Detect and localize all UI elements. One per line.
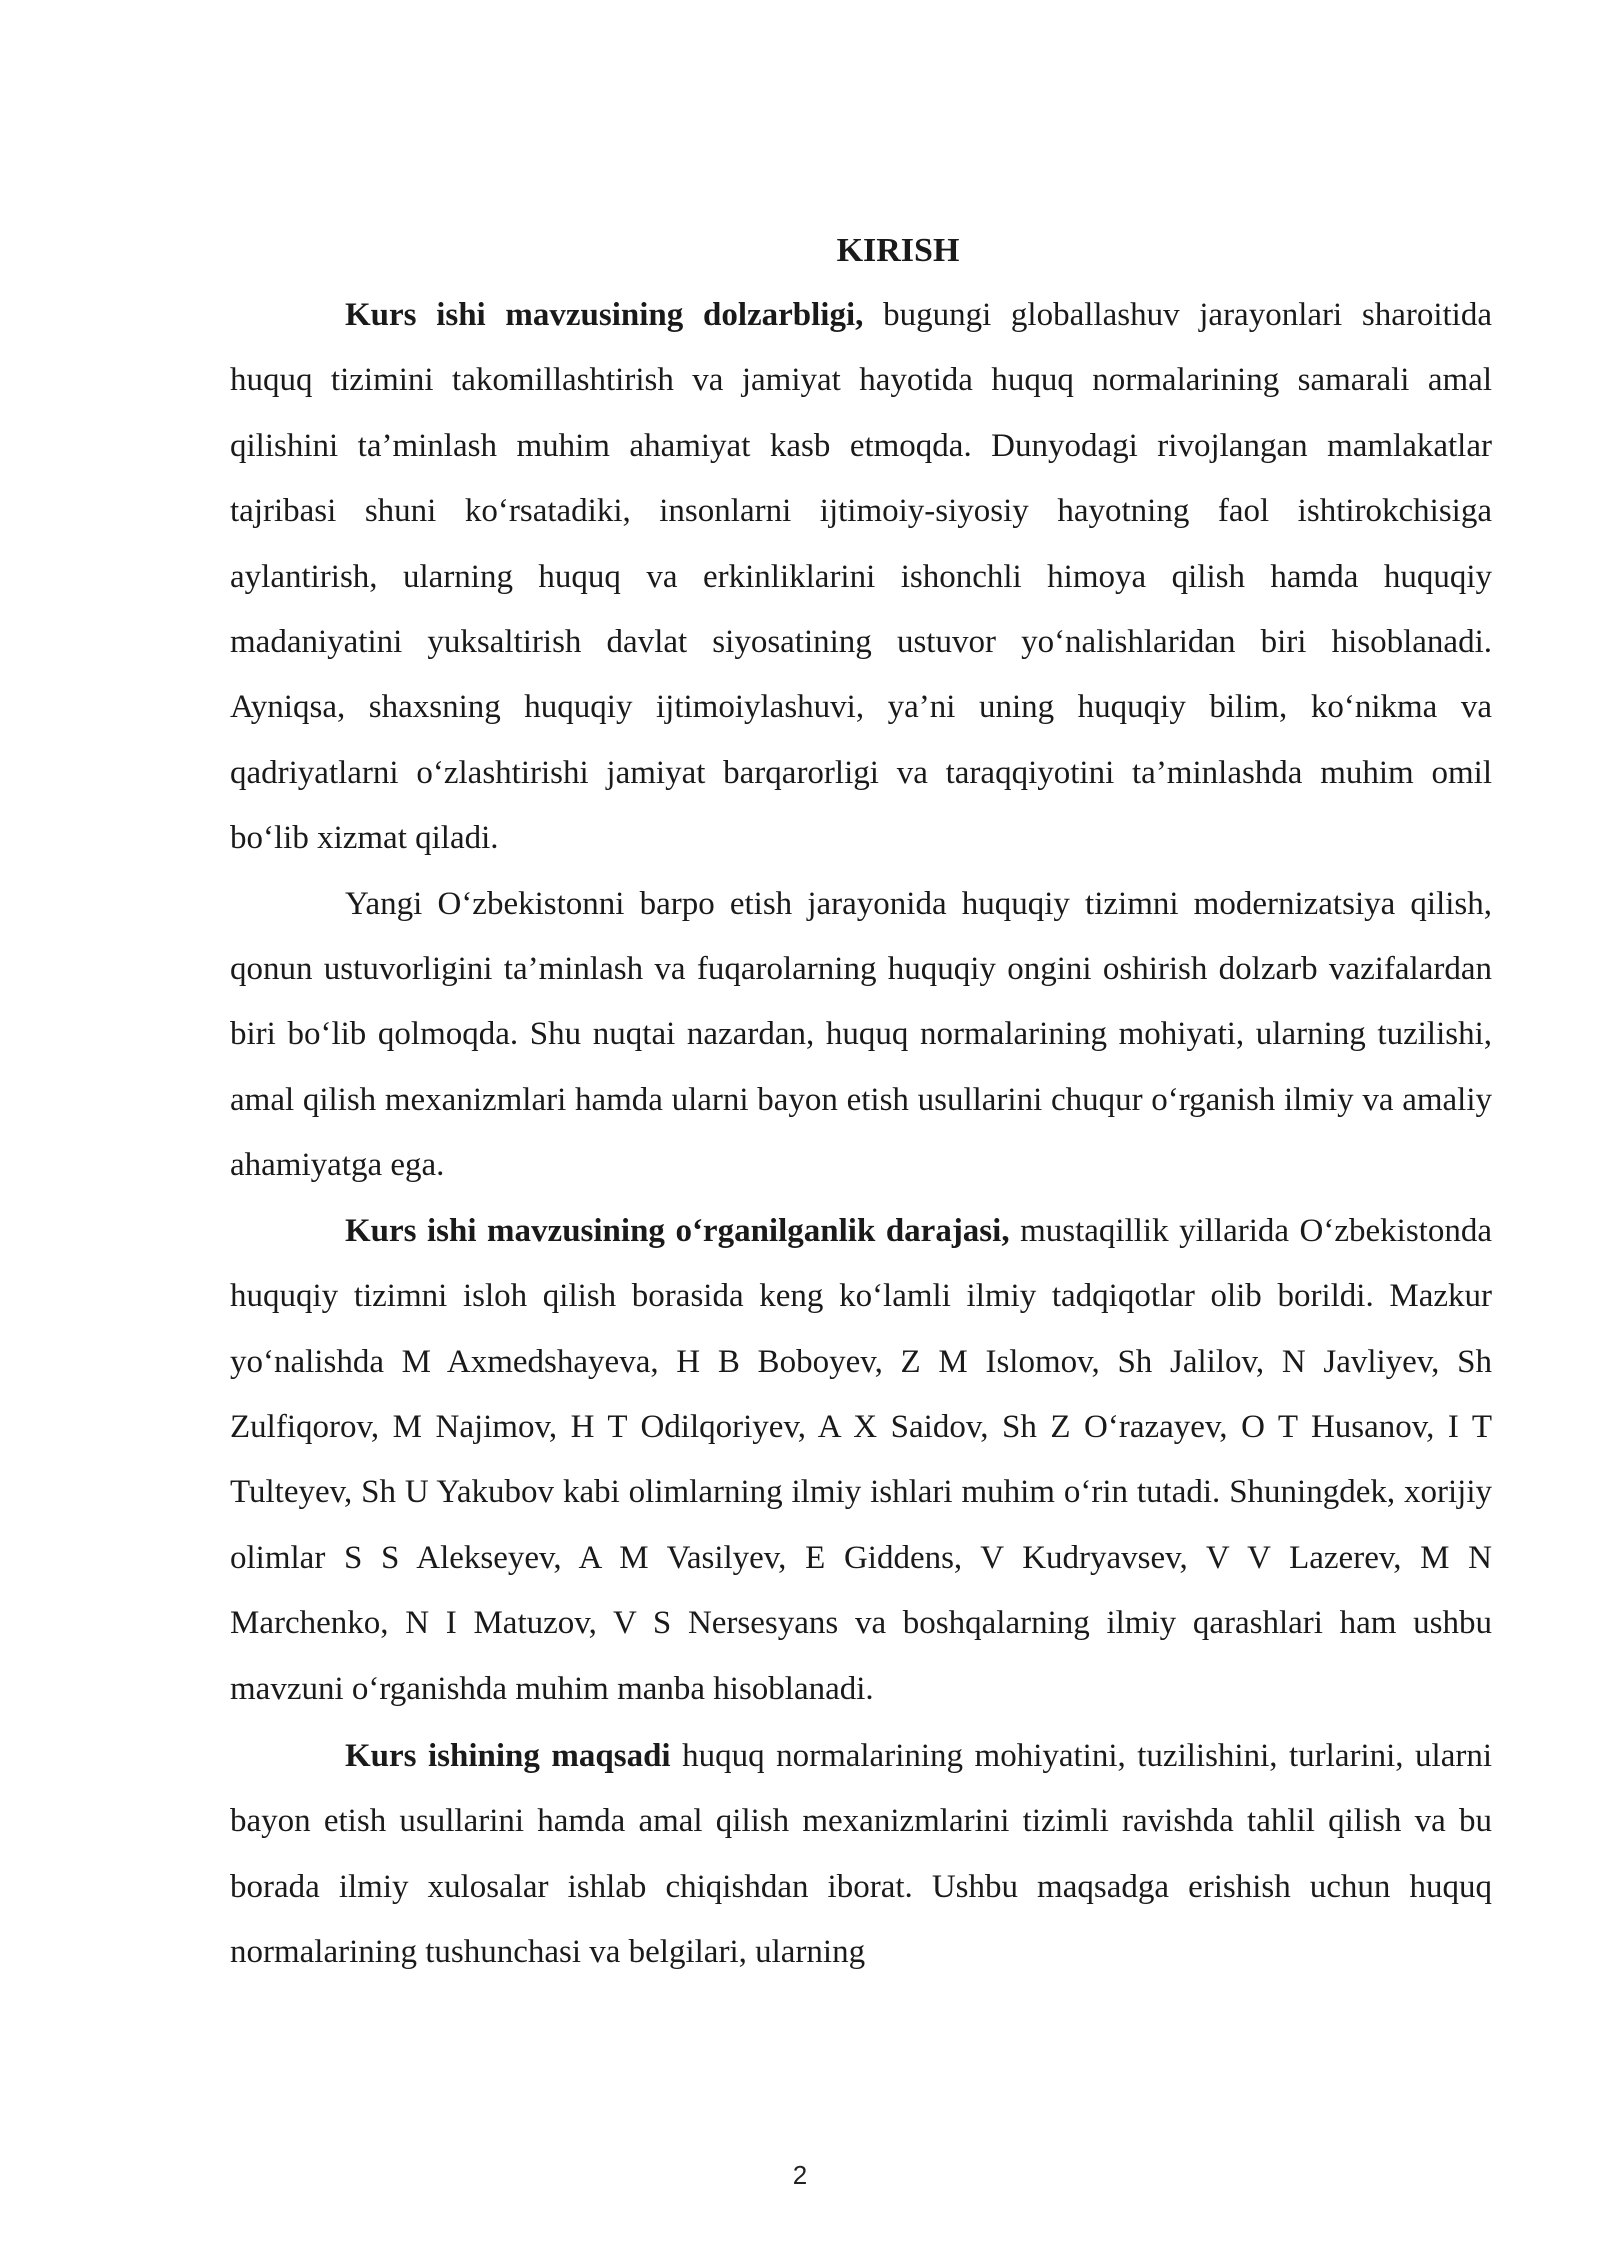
paragraph-text: mustaqillik yillarida O‘zbekistonda huquqiy tizimni isloh qilish borasida keng ko‘lamli ilmiy tadqiqotlar olib borildi. Mazkur yo‘nalishda M Axmedshayeva, H B Boboyev, Z M Islomov, Sh Jalilov, N Javliyev, Sh Zulfiqorov, M Najimov, H T Odilqoriyev, A X Saidov, Sh Z O‘razayev, O T Husanov, I T Tulteyev, Sh U Yakubov kabi olimlarning ilmiy ishlari muhim o‘rin tutadi. Shuningdek, xorijiy olimlar S S Alekseyev, A M Vasilyev, E Giddens, V Kudryavsev, V V Lazerev, M N Marchenko, N I Matuzov, V S Nersesyans va boshqalarning ilmiy qarashlari ham ushbu mavzuni o‘rganishda muhim manba hisoblanadi. (230, 1212, 1492, 1707)
paragraph-study-degree (230, 1199, 1492, 1722)
paragraph-text: Yangi O‘zbekistonni barpo etish jarayonida huquqiy tizimni modernizatsiya qilish, qonun ustuvorligini ta’minlash va fuqarolarning huquqiy ongini oshirish dolzarb vazifalardan biri bo‘lib qolmoqda. Shu nuqtai nazardan, huquq normalarining mohiyati, ularning tuzilishi, amal qilish mexanizmlari hamda ularni bayon etish usullarini chuqur o‘rganish ilmiy va amaliy ahamiyatga ega. (230, 885, 1492, 1184)
paragraph-relevance (230, 283, 1492, 872)
page-number: 2 (792, 2160, 808, 2190)
paragraph-new-uzbekistan (230, 872, 1492, 1199)
paragraph-lead: Kurs ishi mavzusining o‘rganilganlik darajasi, (345, 1212, 1010, 1249)
paragraph-lead: Kurs ishi mavzusining dolzarbligi, (345, 297, 864, 333)
paragraph-text: bugungi globallashuv jarayonlari sharoitida huquq tizimini takomillashtirish va jamiyat hayotida huquq normalarining samarali amal qilishini ta’minlash muhim ahamiyat kasb etmoqda. Dunyodagi rivojlangan mamlakatlar tajribasi shuni ko‘rsatadiki, insonlarni ijtimoiy-siyosiy hayotning faol ishtirokchisiga aylantirish, ularning huquq va erkinliklarini ishonchli himoya qilish hamda huquqiy madaniyatini yuksaltirish davlat siyosatining ustuvor yo‘nalishlaridan biri hisoblanadi. Ayniqsa, shaxsning huquqiy ijtimoiylashuvi, ya’ni uning huquqiy bilim, ko‘nikma va qadriyatlarni o‘zlashtirishi jamiyat barqarorligi va taraqqiyotini ta’minlashda muhim omil bo‘lib xizmat qiladi. (230, 297, 1492, 857)
paragraph-lead: Kurs ishining maqsadi (345, 1737, 671, 1774)
paragraph-goal (230, 1724, 1492, 1986)
section-title: KIRISH (836, 232, 960, 269)
page-content (230, 218, 1492, 1986)
paragraph-text: huquq normalarining mohiyatini, tuzilishini, turlarini, ularni bayon etish usullarini hamda amal qilish mexanizmlarini tizimli ravishda tahlil qilish va bu borada ilmiy xulosalar ishlab chiqishdan iborat. Ushbu maqsadga erishish uchun huquq normalarining tushunchasi va belgilari, ularning (230, 1737, 1492, 1971)
